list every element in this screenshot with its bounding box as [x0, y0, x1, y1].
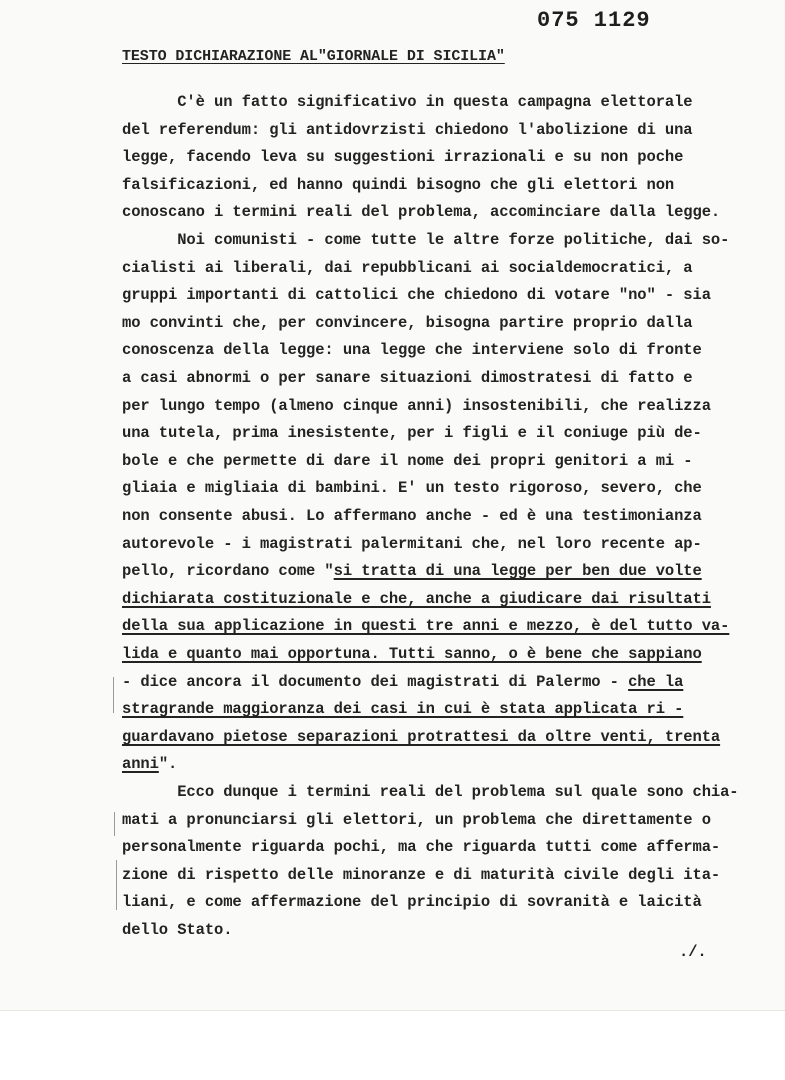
- underlined-quote: lida e quanto mai opportuna. Tutti sanno, o è bene che sappiano: [122, 645, 702, 663]
- archive-code: 075 1129: [537, 8, 651, 33]
- text-line: [122, 479, 702, 497]
- text-line: [122, 314, 693, 332]
- line-text: per lungo tempo (almeno cinque anni) insostenibili, che realizza: [122, 396, 711, 415]
- text-line: [122, 590, 711, 608]
- underlined-quote: della sua applicazione in questi tre anni e mezzo, è del tutto va-: [122, 617, 730, 636]
- text-line: [122, 535, 702, 553]
- text-line: [122, 811, 711, 829]
- line-text: falsificazioni, ed hanno quindi bisogno che gli elettori non: [122, 175, 675, 194]
- line-text: autorevole - i magistrati palermitani che, nel loro recente ap-: [122, 534, 702, 553]
- document-title: TESTO DICHIARAZIONE AL"GIORNALE DI SICILIA": [122, 48, 505, 65]
- text-line: [122, 755, 177, 773]
- text-line: [122, 259, 693, 277]
- line-text: mo convinti che, per convincere, bisogna partire proprio dalla: [122, 313, 693, 332]
- line-text: mati a pronunciarsi gli elettori, un problema che direttamente o: [122, 810, 711, 829]
- underlined-quote: dichiarata costituzionale e che, anche a giudicare dai risultati: [122, 589, 711, 608]
- text-line: [122, 838, 720, 856]
- line-text: zione di rispetto delle minoranze e di maturità civile degli ita-: [122, 865, 721, 884]
- line-text: conoscenza della legge: una legge che interviene solo di fronte: [122, 341, 702, 360]
- line-text: non consente abusi. Lo affermano anche - ed è una testimonianza: [122, 507, 702, 525]
- text-line: [122, 176, 674, 194]
- underlined-quote: anni: [122, 755, 159, 774]
- text-line: [122, 93, 693, 111]
- text-line: [122, 203, 720, 221]
- underlined-quote: stragrande maggioranza dei casi in cui è stata applicata ri -: [122, 700, 684, 719]
- text-line: [122, 921, 232, 939]
- text-line: [122, 121, 693, 139]
- underlined-quote: guardavano pietose separazioni protrattesi da oltre venti, trenta: [122, 727, 721, 746]
- text-line: [122, 369, 693, 387]
- text-line: [122, 728, 720, 746]
- line-text: cialisti ai liberali, dai repubblicani ai socialdemocratici, a: [122, 258, 693, 277]
- underlined-quote: che la: [628, 672, 684, 691]
- line-text: Noi comunisti - come tutte le altre forze politiche, dai so-: [122, 231, 730, 249]
- line-text: Ecco dunque i termini reali del problema sul quale sono chia-: [122, 783, 739, 801]
- line-text: a casi abnormi o per sanare situazioni dimostratesi di fatto e: [122, 369, 693, 387]
- text-line: [122, 562, 702, 580]
- line-text: personalmente riguarda pochi, ma che riguarda tutti come afferma-: [122, 838, 721, 857]
- text-line: [122, 231, 729, 249]
- line-text: gruppi importanti di cattolici che chiedono di votare "no" - sia: [122, 286, 711, 305]
- text-line: [122, 645, 702, 663]
- text-line: [122, 424, 702, 442]
- text-line: [122, 866, 720, 884]
- text-line: [122, 893, 702, 911]
- text-line: [122, 617, 729, 635]
- line-text: liani, e come affermazione del principio di sovranità e laicità: [122, 893, 702, 912]
- underlined-quote: si tratta di una legge per ben due volte: [333, 562, 702, 581]
- line-text: legge, facendo leva su suggestioni irrazionali e su non poche: [122, 148, 684, 167]
- line-text: bole e che permette di dare il nome dei propri genitori a mi -: [122, 451, 693, 470]
- line-text: ".: [158, 755, 178, 774]
- line-text: - dice ancora il documento dei magistrati di Palermo -: [122, 672, 629, 691]
- line-text: conoscano i termini reali del problema, accominciare dalla legge.: [122, 203, 721, 222]
- line-text: pello, ricordano come ": [122, 562, 334, 581]
- text-line: [122, 397, 711, 415]
- margin-pencil-mark: [113, 677, 114, 713]
- line-text: gliaia e migliaia di bambini. E' un testo rigoroso, severo, che: [122, 479, 702, 498]
- text-line: [122, 148, 683, 166]
- line-text: una tutela, prima inesistente, per i figli e il coniuge più de-: [122, 424, 702, 443]
- line-text: dello Stato.: [122, 921, 233, 939]
- text-line: [122, 341, 702, 359]
- text-line: [122, 452, 693, 470]
- margin-pencil-mark: [114, 812, 115, 836]
- line-text: del referendum: gli antidovrzisti chiedono l'abolizione di una: [122, 120, 693, 139]
- line-text: C'è un fatto significativo in questa campagna elettorale: [122, 93, 693, 111]
- text-line: [122, 700, 683, 718]
- end-mark: ./.: [679, 943, 707, 961]
- margin-pencil-mark: [116, 860, 117, 910]
- text-line: [122, 286, 711, 304]
- text-line: [122, 673, 683, 691]
- text-line: [122, 507, 702, 525]
- text-line: [122, 783, 739, 801]
